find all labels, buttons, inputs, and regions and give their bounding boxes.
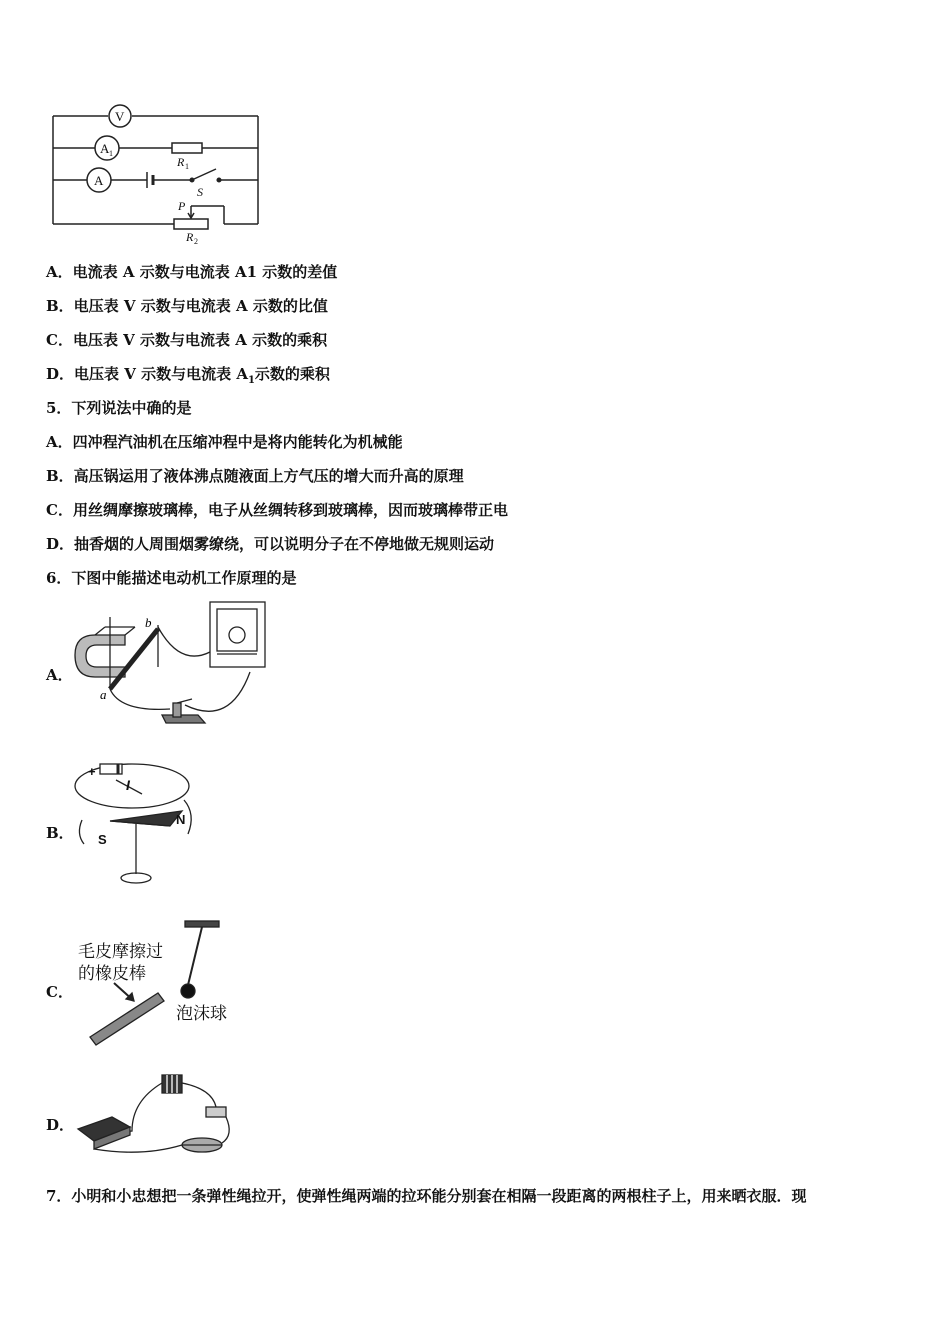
slider-label: P — [178, 199, 186, 213]
r1-sub: 1 — [185, 162, 189, 171]
south-pole-label: S — [98, 832, 107, 847]
q4-option-a: A．电流表 A 示数与电流表 A1 示数的差值 — [46, 263, 338, 281]
battery-plus: + — [88, 764, 96, 779]
rod-caption-line1: 毛皮摩擦过 — [78, 942, 163, 962]
current-label: I — [126, 777, 130, 793]
north-pole-label: N — [176, 812, 186, 827]
rod-end-b: b — [145, 615, 152, 630]
q5-option-a: A．四冲程汽油机在压缩冲程中是将内能转化为机械能 — [46, 433, 403, 451]
q6-stem: 6．下图中能描述电动机工作原理的是 — [46, 569, 297, 587]
rod-caption-line2: 的橡皮棒 — [78, 964, 146, 984]
voltmeter-label: V — [115, 109, 125, 124]
foam-ball-caption: 泡沫球 — [176, 1004, 227, 1024]
q5-option-d: D．抽香烟的人周围烟雾缭绕，可以说明分子在不停地做无规则运动 — [46, 535, 495, 553]
q6-label-b: B． — [46, 824, 74, 842]
q5-option-c: C．用丝绸摩擦玻璃棒，电子从丝绸转移到玻璃棒，因而玻璃棒带正电 — [46, 501, 508, 519]
circuit-diagram — [46, 100, 266, 245]
ammeter-a1-sub: 1 — [109, 149, 113, 158]
r1-label: R — [177, 155, 185, 169]
q5-stem: 5．下列说法中确的是 — [46, 399, 192, 417]
q4-option-c: C．电压表 V 示数与电流表 A 示数的乘积 — [46, 331, 328, 349]
r2-label: R — [186, 230, 194, 244]
r2-sub: 2 — [194, 237, 198, 245]
ammeter-a1-label: A — [100, 141, 110, 156]
generator-figure — [70, 597, 270, 735]
rod-end-a: a — [100, 687, 107, 702]
oersted-figure — [70, 756, 200, 894]
q4-option-d: D．电压表 V 示数与电流表 $A_1$示数的乘积 — [46, 365, 330, 386]
charged-rod-figure — [72, 917, 232, 1051]
q4-option-b: B．电压表 V 示数与电流表 A 示数的比值 — [46, 297, 328, 315]
ammeter-a-label: A — [94, 173, 104, 188]
q5-option-b: B．高压锅运用了液体沸点随液面上方气压的增大而升高的原理 — [46, 467, 464, 485]
q6-label-c: C． — [46, 983, 73, 1001]
electromagnet-circuit-figure — [72, 1071, 238, 1159]
q6-label-a: A． — [46, 666, 73, 684]
q6-label-d: D． — [46, 1116, 75, 1134]
q7-stem: 7．小明和小忠想把一条弹性绳拉开，使弹性绳两端的拉环能分别套在相隔一段距离的两根柱子上，用来晒衣服．现 — [46, 1187, 807, 1205]
switch-label: S — [197, 185, 203, 199]
